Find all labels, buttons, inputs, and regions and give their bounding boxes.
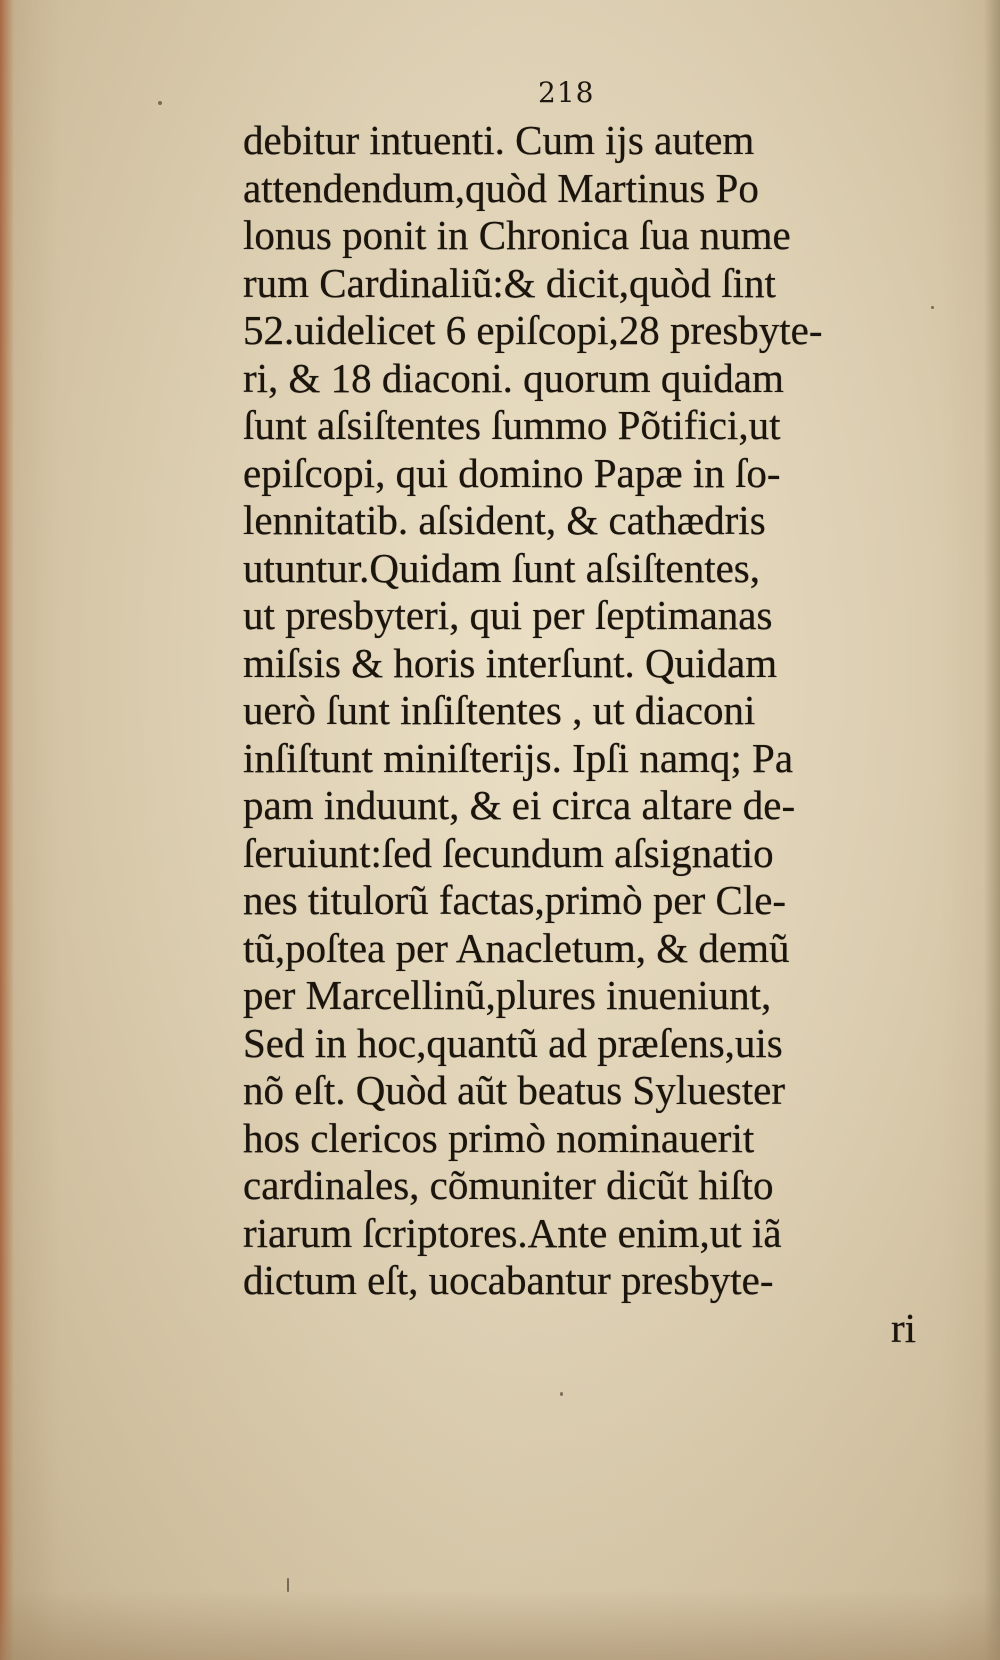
text-line: cardinales, cõmuniter dicũt hiſto (243, 1162, 774, 1208)
ink-speck (158, 101, 162, 105)
text-line: inſiſtunt miniſterijs. Ipſi namq; Pa (243, 734, 794, 781)
text-line: hos clericos primò nominauerit (243, 1114, 755, 1161)
text-line: ſeruiunt:ſed ſecundum aſsignatio (243, 829, 774, 876)
page-bottom-shadow (0, 1590, 1000, 1660)
text-line: per Marcellinũ,plures inueniunt, (243, 972, 772, 1018)
text-line: lennitatib. aſsident, & cathædris (243, 497, 766, 543)
page-edge-right (984, 0, 1000, 1660)
text-line: tũ,poſtea per Anacletum, & demũ (243, 924, 790, 971)
text-line: pam induunt, & ei circa altare de- (243, 782, 796, 828)
page-edge-left (0, 0, 14, 1660)
catchword: ri (890, 1304, 916, 1351)
text-line: epiſcopi, qui domino Papæ in ſo- (243, 449, 781, 496)
ink-speck (287, 1578, 289, 1592)
text-line: ri, & 18 diaconi. quorum quidam (243, 354, 784, 401)
text-line: nõ eſt. Quòd aũt beatus Syluester (243, 1067, 786, 1113)
page-number: 218 (538, 76, 595, 109)
text-line: attendendum,quòd Martinus Po (243, 164, 759, 211)
text-line: utuntur.Quidam ſunt aſsiſtentes, (243, 544, 761, 591)
text-line: riarum ſcriptores.Ante enim,ut iã (243, 1209, 782, 1256)
text-line: lonus ponit in Chronica ſua nume (243, 212, 791, 258)
ink-speck (931, 306, 934, 309)
text-line: debitur intuenti. Cum ijs autem (243, 117, 755, 163)
text-line: uerò ſunt inſiſtentes , ut diaconi (243, 687, 756, 733)
body-text (243, 117, 923, 1352)
text-line: dictum eſt, uocabantur presbyte- (243, 1257, 774, 1303)
ink-speck (560, 1392, 563, 1396)
text-line: nes titulorũ factas,primò per Cle- (243, 877, 787, 923)
text-line: ſunt aſsiſtentes ſummo Põtifici,ut (243, 402, 781, 448)
text-line: rum Cardinaliũ:& dicit,quòd ſint (243, 259, 776, 306)
text-line: ut presbyteri, qui per ſeptimanas (243, 592, 773, 638)
text-line: 52.uidelicet 6 epiſcopi,28 presbyte- (243, 307, 823, 353)
text-line: miſsis & horis interſunt. Quidam (243, 639, 778, 686)
text-line: Sed in hoc,quantũ ad præſens,uis (243, 1019, 783, 1066)
